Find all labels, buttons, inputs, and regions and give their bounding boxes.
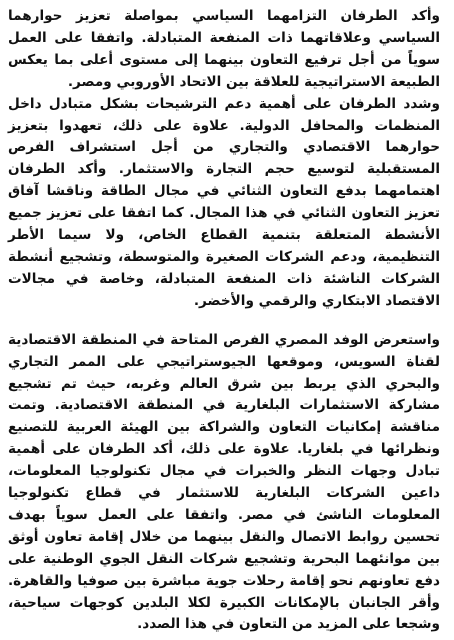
paragraph-economic-cooperation: وشدد الطرفان على أهمية دعم الترشيحات بشكل متبادل داخل المنظمات والمحافل الدولية. علاوة على ذلك، تعهدوا بتعزيز حوارهما الاقتصادي والتجاري من أجل استشراف الفرص المستقبلية لتوسيع حجم التجارة والاستثمار. وأكد الطرفان اهتمامهما بدفع التعاون الثنائي في مجال الطاقة وناقشا آفاق تعزيز التعاون الثنائي في هذا المجال. كما اتفقا على تعزيز جميع الأنشطة المتعلقة بتنمية القطاع الخاص، ولا سيما الأطر التنظيمية، ودعم الشركات الصغيرة والمتوسطة، وتشجيع أنشطة الشركات الناشئة ذات المنفعة المتبادلة، وخاصة في مجالات الاقتصاد الابتكاري والرقمي والأخضر. (8, 95, 440, 309)
paragraph-spacer (8, 313, 440, 330)
paragraph-political-dialogue: وأكد الطرفان التزامهما السياسي بمواصلة تعزيز حوارهما السياسي وعلاقاتهما ذات المنفعة المتبادلة. واتفقا على العمل سوياً من أجل ترفيع التعاون بينهما إلى مستوى أعلى بما يعكس الطبيعة الاستراتيجية للعلاقة بين الاتحاد الأوروبي ومصر. (8, 8, 440, 90)
paragraph-suez-canal-zone: واستعرض الوفد المصري الفرص المتاحة في المنطقة الاقتصادية لقناة السويس، وموقعها الجيوستراتيجي على الممر التجاري والبحري الذي يربط بين شرق العالم وغربه، حيث تم تشجيع مشاركة الاستثمارات البلغارية في المنطقة الاقتصادية. وتمت مناقشة إمكانيات التعاون والشراكة بين الهيئة العربية للتصنيع ونظرائها في بلغاريا. علاوة على ذلك، أكد الطرفان على أهمية تبادل وجهات النظر والخبرات في مجال تكنولوجيا المعلومات، داعين الشركات البلغارية للاستثمار في قطاع تكنولوجيا المعلومات الناشئ في مصر. واتفقا على العمل سوياً بهدف تحسين روابط الاتصال والنقل بينهما من خلال إقامة تعاون أوثق بين موانئهما البحرية وتشجيع شركات النقل الجوي الوطنية على دفع تعاونهم نحو إقامة رحلات جوية مباشرة بين صوفيا والقاهرة. وأقر الجانبان بالإمكانات الكبيرة لكلا البلدين كوجهات سياحية، وشجعا على المزيد من التعاون في هذا الصدد. (8, 331, 440, 633)
